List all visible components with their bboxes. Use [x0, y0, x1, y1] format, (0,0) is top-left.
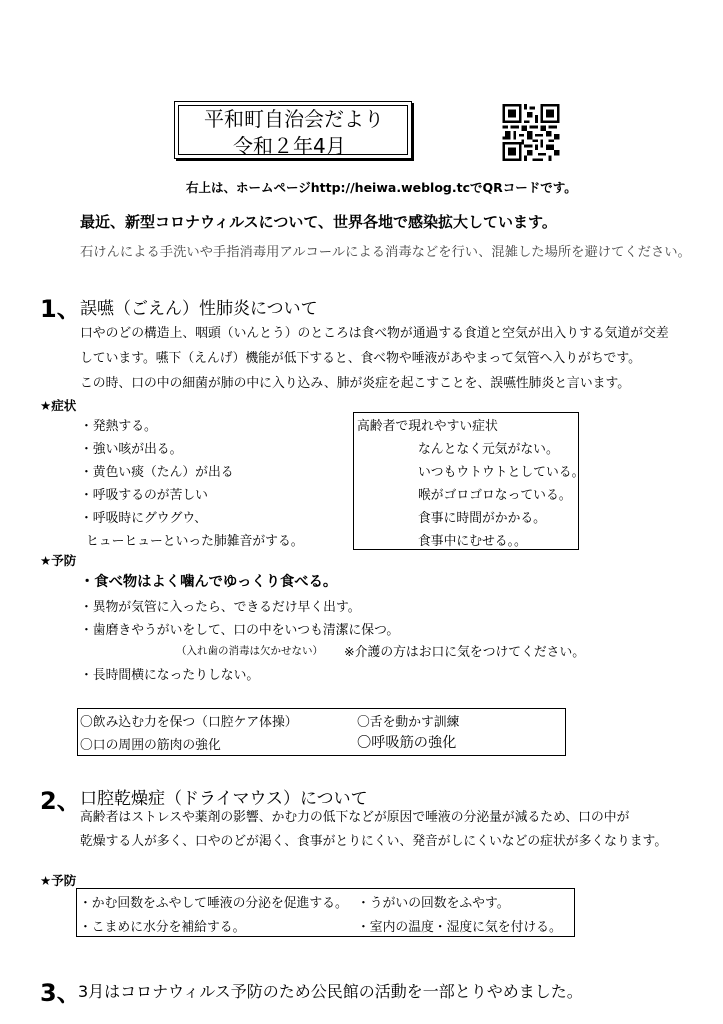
symptom-item: ・黄色い痰（たん）が出る: [80, 465, 234, 480]
exercise-item: 〇口の周囲の筋肉の強化: [80, 738, 221, 753]
symptom-item: ・強い咳が出る。: [80, 442, 183, 457]
section2-para-line: 乾燥する人が多く、口やのどが渇く、食事がとりにくい、発音がしにくいなどの症状が多くなります。: [80, 834, 668, 849]
section3-number: 3、: [40, 979, 81, 1007]
section1-number: 1、: [40, 295, 81, 323]
section2-prevention-item: ・こまめに水分を補給する。: [79, 920, 246, 935]
qr-code-icon[interactable]: [499, 104, 563, 161]
prevention-item: ・長時間横になったりしない。: [80, 668, 260, 683]
elderly-symptom-item: 喉がゴロゴロなっている。: [418, 488, 572, 503]
exercise-item: 〇飲み込む力を保つ（口腔ケア体操）: [80, 715, 298, 730]
elderly-symptom-item: 食事に時間がかかる。: [418, 511, 546, 526]
symptom-item: ・呼吸するのが苦しい: [80, 488, 208, 503]
denture-note: （入れ歯の消毒は欠かせない）: [176, 645, 323, 657]
prevention-label: ★予防: [40, 553, 77, 568]
intro-subtext: 石けんによる手洗いや手指消毒用アルコールによる消毒などを行い、混雑した場所を避けてください。: [80, 245, 691, 260]
prevention-main: ・食べ物はよく噛んでゆっくり食べる。: [80, 574, 338, 590]
symptom-item: ・発熱する。: [80, 419, 157, 434]
elderly-symptom-item: 食事中にむせる。。: [418, 534, 527, 549]
prevention-item: ・歯磨きやうがいをして、口の中をいつも清潔に保つ。: [80, 623, 400, 638]
section2-prevention-item: ・うがいの回数をふやす。: [357, 896, 510, 911]
section2-number: 2、: [40, 787, 81, 815]
section1-title: 誤嚥（ごえん）性肺炎について: [80, 299, 318, 319]
elderly-symptom-item: なんとなく元気がない。: [418, 442, 559, 457]
section2-para-line: 高齢者はストレスや薬剤の影響、かむ力の低下などが原因で唾液の分泌量が減るため、口の中が: [80, 810, 630, 825]
care-note: ※介護の方はお口に気をつけてください。: [344, 645, 586, 660]
section1-para-line: この時、口の中の細菌が肺の中に入り込み、肺が炎症を起こすことを、誤嚥性肺炎と言います。: [80, 376, 631, 391]
symptom-item: ヒューヒューといった肺雑音がする。: [86, 534, 304, 549]
section2-title: 口腔乾燥症（ドライマウス）について: [80, 789, 368, 809]
newsletter-date: 令和２年4月: [233, 134, 346, 158]
symptom-item: ・呼吸時にグウグウ、: [80, 511, 207, 526]
homepage-note: 右上は、ホームページhttp://heiwa.weblog.tcでQRコードです。: [186, 180, 577, 195]
prevention-item: ・異物が気管に入ったら、できるだけ早く出す。: [80, 600, 361, 615]
section2-prevention-item: ・室内の温度・湿度に気を付ける。: [357, 920, 562, 935]
elderly-box-title: 高齢者で現れやすい症状: [357, 419, 498, 434]
section1-para-line: しています。嚥下（えんげ）機能が低下すると、食べ物や唾液があやまって気管へ入りがちです。: [80, 351, 641, 366]
elderly-symptom-item: いつもウトウトとしている。: [418, 465, 585, 480]
intro-headline: 最近、新型コロナウィルスについて、世界各地で感染拡大しています。: [80, 213, 557, 231]
section2-prevention-label: ★予防: [40, 873, 77, 888]
section3-text: 3月はコロナウィルス予防のため公民館の活動を一部とりやめました。: [78, 982, 583, 1001]
section1-para-line: 口やのどの構造上、咽頭（いんとう）のところは食べ物が通過する食道と空気が出入りする気道が交差: [80, 326, 669, 341]
section2-prevention-item: ・かむ回数をふやして唾液の分泌を促進する。: [79, 896, 348, 911]
exercise-item: 〇舌を動かす訓練: [357, 715, 460, 730]
newsletter-title: 平和町自治会だより: [204, 107, 384, 131]
symptoms-label: ★症状: [40, 398, 77, 413]
exercise-item: 〇呼吸筋の強化: [357, 735, 457, 751]
